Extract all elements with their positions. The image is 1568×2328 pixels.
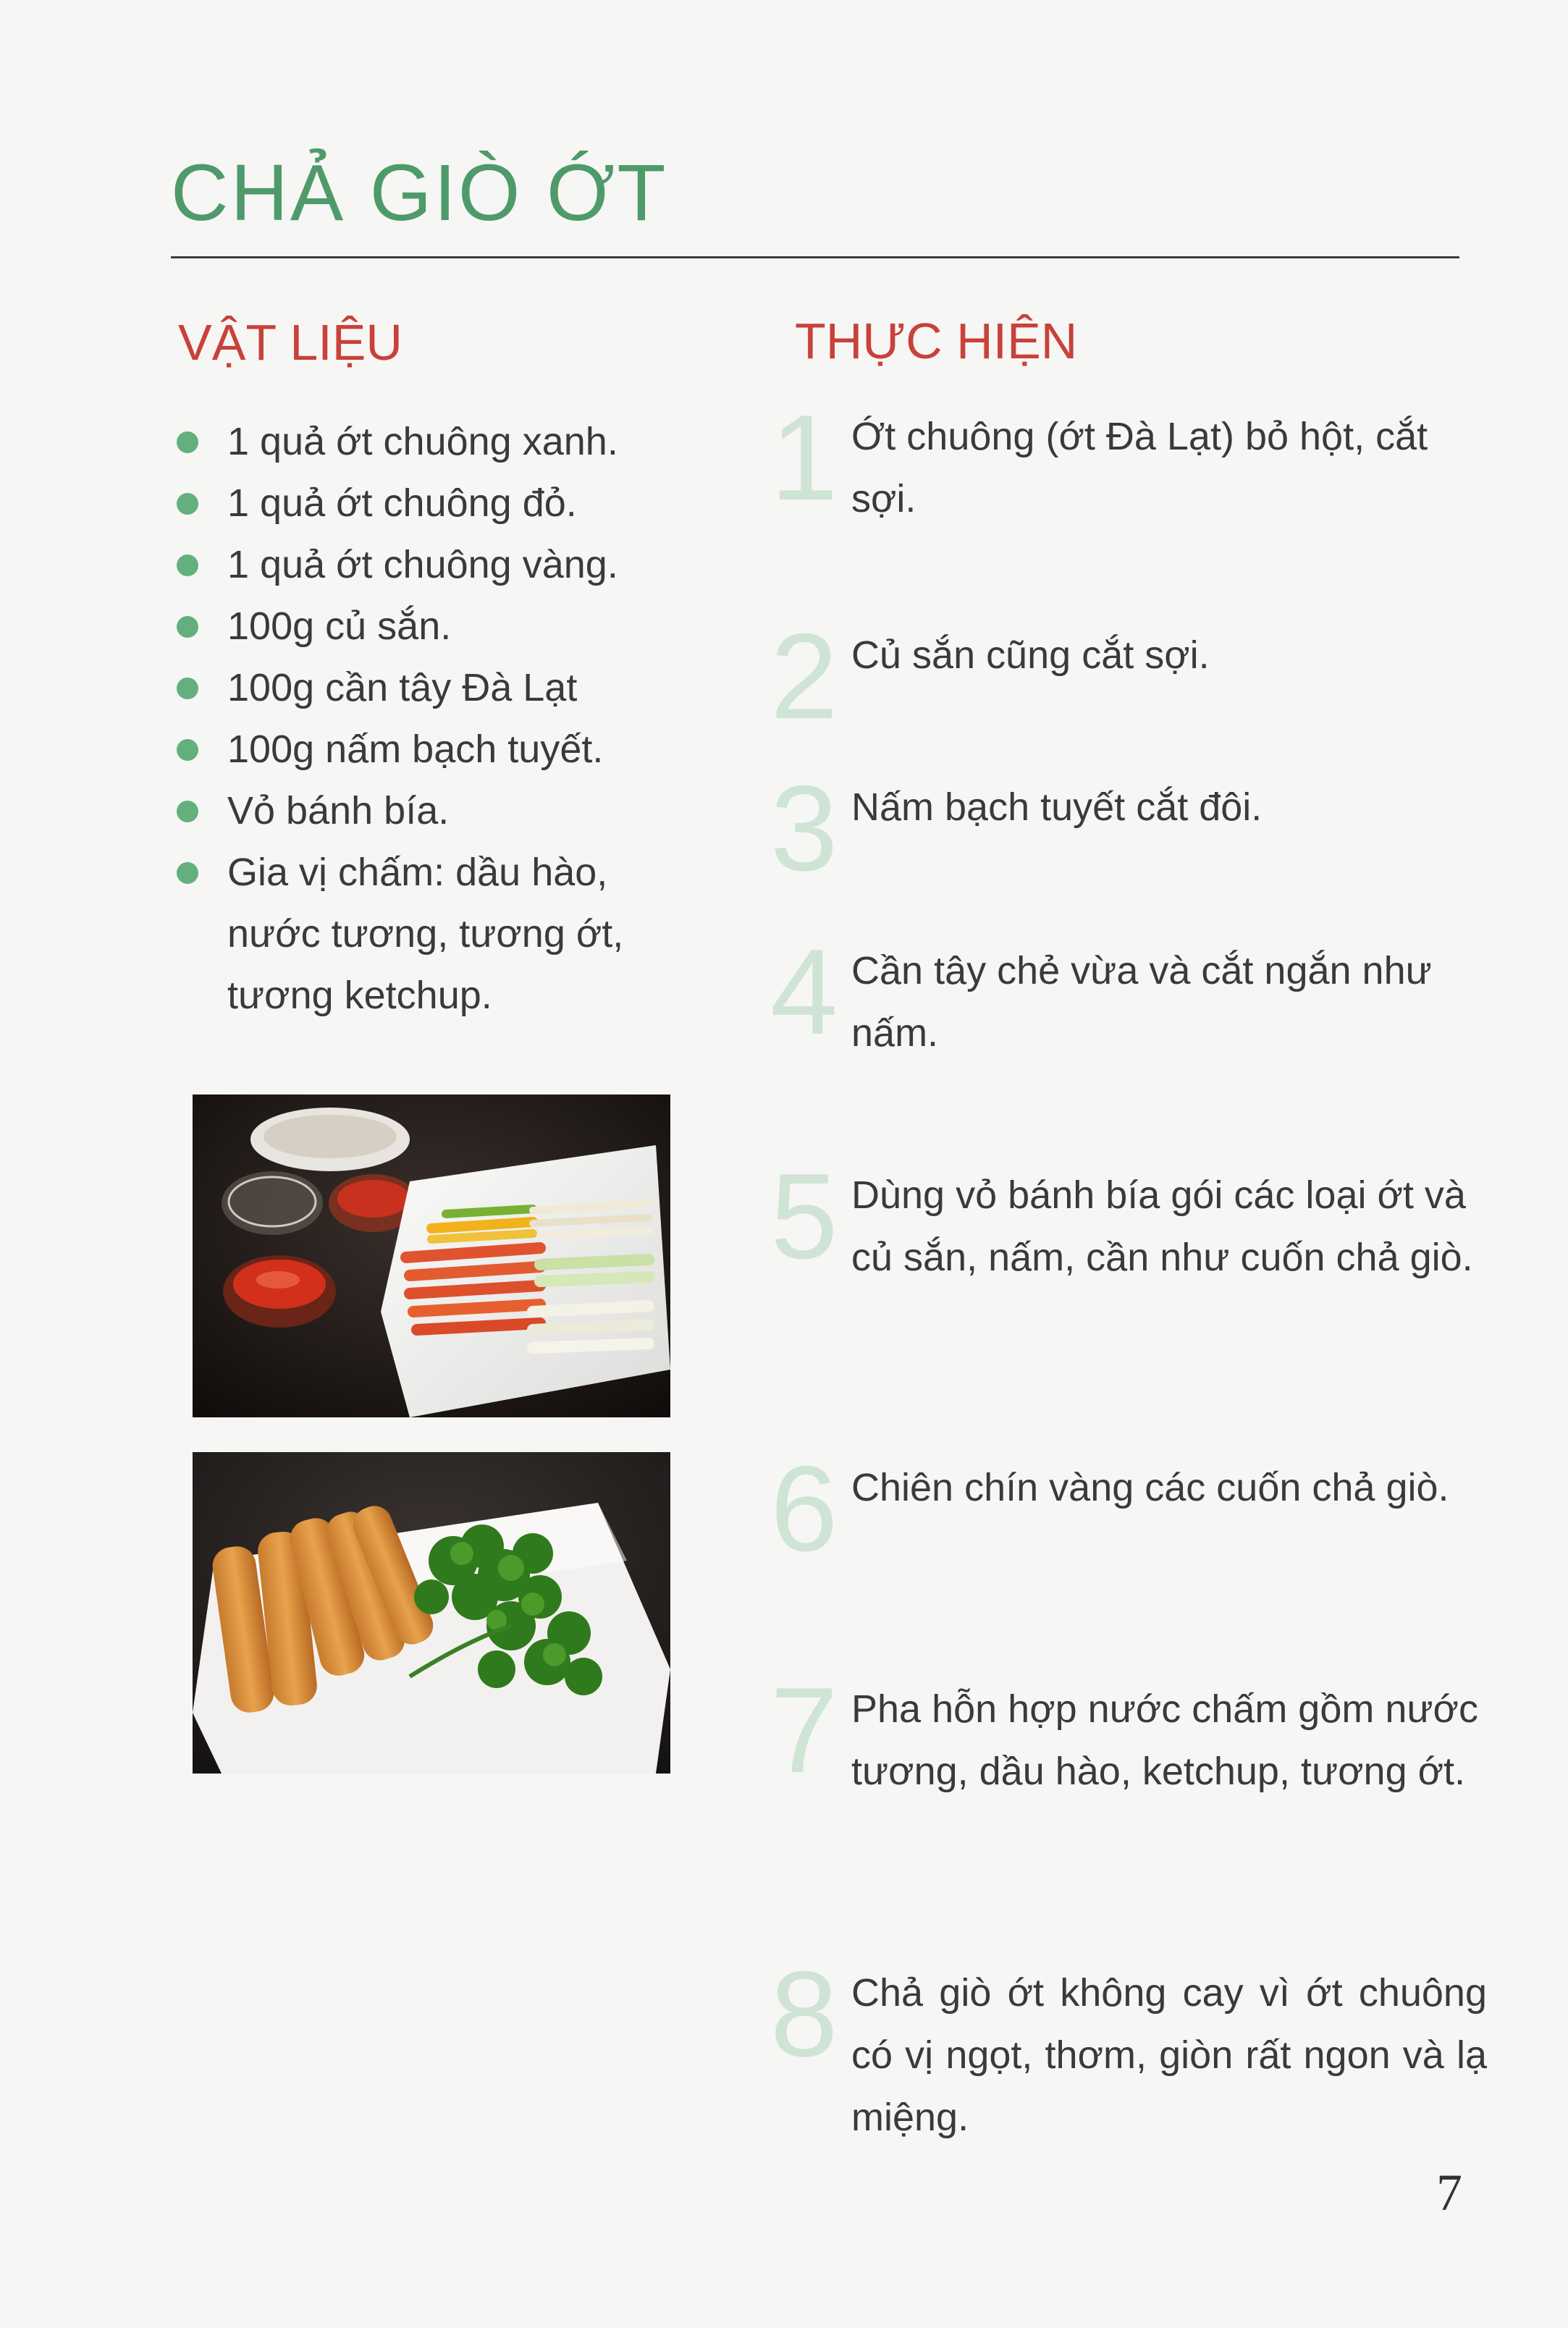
step-text: Chiên chín vàng các cuốn chả giò.	[851, 1466, 1449, 1509]
step-text: Cần tây chẻ vừa và cắt ngắn như nấm.	[851, 949, 1432, 1055]
step-6	[770, 1441, 1487, 1580]
recipe-title: CHẢ GIÒ ỚT	[171, 148, 668, 237]
bullet-icon	[177, 616, 198, 638]
ingredient-item: Gia vị chấm: dầu hào, nước tương, tương ớt, tương ketchup.	[174, 842, 702, 1026]
ingredient-item: 1 quả ớt chuông vàng.	[174, 534, 702, 596]
step-number: 3	[770, 760, 838, 896]
ingredients-heading: VẬT LIỆU	[178, 314, 402, 371]
title-divider	[171, 256, 1459, 258]
step-number: 2	[770, 608, 838, 744]
step-4	[770, 924, 1487, 1063]
step-5	[770, 1148, 1487, 1352]
step-text: Nấm bạch tuyết cắt đôi.	[851, 785, 1263, 829]
steps-heading: THỰC HIỆN	[795, 313, 1078, 369]
bullet-icon	[177, 493, 198, 515]
bullet-icon	[177, 862, 198, 884]
ingredient-item: 100g nấm bạch tuyết.	[174, 719, 702, 780]
ingredient-item: 100g củ sắn.	[174, 596, 702, 657]
spring-rolls-photo	[193, 1452, 670, 1774]
bullet-icon	[177, 739, 198, 761]
step-number: 1	[770, 389, 838, 526]
step-text: Pha hỗn hợp nước chấm gồm nước tương, dầu hào, ketchup, tương ớt.	[851, 1687, 1478, 1793]
ingredient-item: 1 quả ớt chuông xanh.	[174, 411, 702, 473]
step-number: 7	[770, 1662, 838, 1798]
ingredient-item: 1 quả ớt chuông đỏ.	[174, 473, 702, 534]
ingredient-item: 100g cần tây Đà Lạt	[174, 657, 702, 719]
step-3	[770, 760, 1487, 896]
step-number: 6	[770, 1441, 838, 1577]
bullet-icon	[177, 801, 198, 822]
step-text: Ớt chuông (ớt Đà Lạt) bỏ hột, cắt sợi.	[851, 415, 1428, 520]
step-text: Củ sắn cũng cắt sợi.	[851, 633, 1210, 677]
ingredients-photo	[193, 1095, 670, 1417]
ingredient-item: Vỏ bánh bía.	[174, 780, 702, 842]
bullet-icon	[177, 678, 198, 699]
step-8	[770, 1946, 1487, 2150]
bullet-icon	[177, 554, 198, 576]
ingredients-list	[174, 411, 702, 1026]
bullet-icon	[177, 431, 198, 453]
step-7	[770, 1662, 1487, 1866]
step-2	[770, 608, 1487, 744]
step-text: Chả giò ớt không cay vì ớt chuông có vị ngọt, thơm, giòn rất ngon và lạ miệng.	[851, 1971, 1487, 2139]
step-number: 8	[770, 1946, 838, 2082]
step-text: Dùng vỏ bánh bía gói các loại ớt và củ sắn, nấm, cần như cuốn chả giò.	[851, 1173, 1473, 1279]
page-number: 7	[1436, 2164, 1462, 2222]
step-number: 4	[770, 924, 838, 1060]
step-1	[770, 389, 1487, 528]
step-number: 5	[770, 1148, 838, 1284]
